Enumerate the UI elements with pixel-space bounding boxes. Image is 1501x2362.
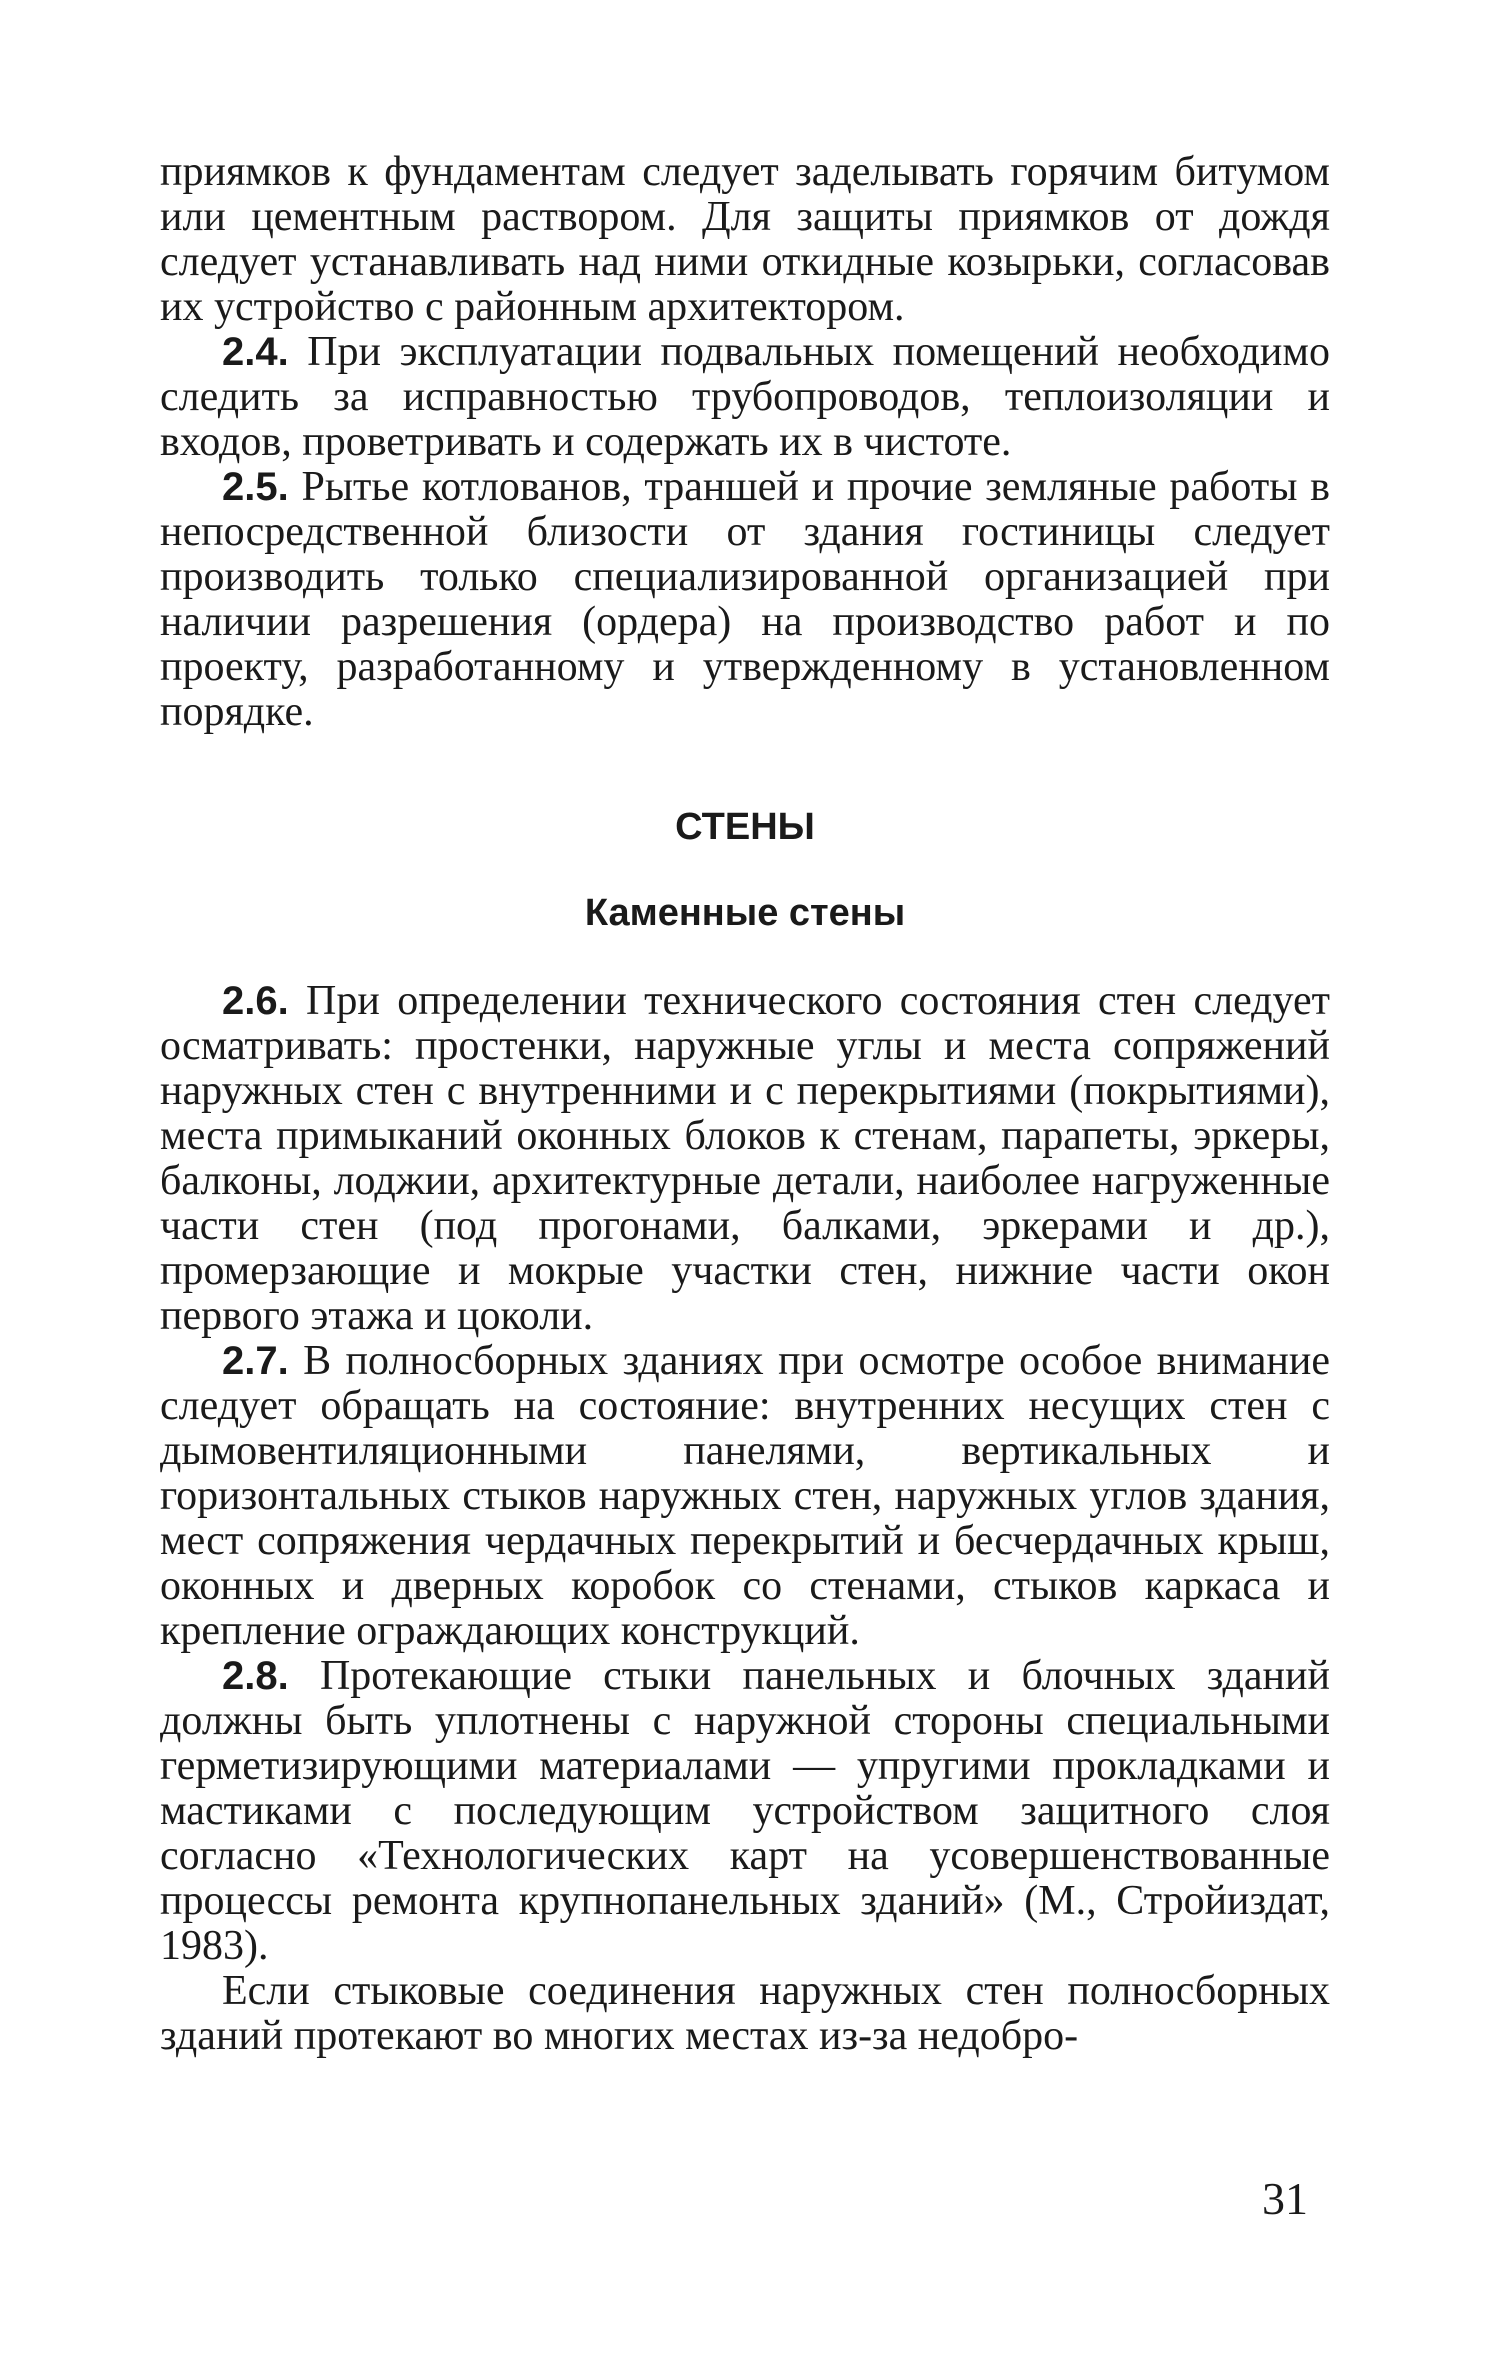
paragraph-2-6 (160, 979, 1330, 1339)
clause-number: 2.8. (222, 1654, 289, 1698)
paragraph-continued: Если стыковые соединения наружных стен полносборных зданий протекают во многих местах из-за недобро- (160, 1968, 1330, 2059)
paragraph-2-8 (160, 1654, 1330, 1969)
subsection-heading: Каменные стены (584, 892, 906, 934)
clause-text: Рытье котлованов, траншей и прочие земляные работы в непосредственной близости от здания гостиницы следует производить только специализированной организацией при наличии разрешения (ордера) на производство работ и по проекту, разработанному и утвержденному в установленном порядке. (160, 464, 1330, 735)
clause-text: Протекающие стыки панельных и блочных зданий должны быть уплотнены с наружной стороны специальными герметизирующими материалами — упругими прокладками и мастиками с последующим устройством защитного слоя согласно «Технологических карт на усовершенствованные процессы ремонта крупнопанельных зданий» (М., Стройиздат, 1983). (160, 1653, 1330, 1969)
clause-number: 2.4. (222, 330, 289, 374)
paragraph-2-7 (160, 1339, 1330, 1654)
clause-number: 2.5. (222, 465, 289, 509)
clause-text: В полносборных зданиях при осмотре особое внимание следует обращать на состояние: внутренних несущих стен с дымовентиляционными панелями, вертикальных и горизонтальных стыков наружных стен, наружных углов здания, мест сопряжения чердачных перекрытий и бесчердачных крыш, оконных и дверных коробок со стенами, стыков каркаса и крепление ограждающих конструкций. (160, 1338, 1330, 1654)
clause-text: При определении технического состояния стен следует осматривать: простенки, наружные углы и места сопряжений наружных стен с внутренними и с перекрытиями (покрытиями), места примыканий оконных блоков к стенам, парапеты, эркеры, балконы, лоджии, архитектурные детали, наиболее нагруженные части стен (под прогонами, балками, эркерами и др.), промерзающие и мокрые участки стен, нижние части окон первого этажа и цоколи. (160, 978, 1330, 1339)
page-body (160, 150, 1330, 2059)
clause-number: 2.7. (222, 1339, 289, 1383)
page-number: 31 (1262, 2173, 1308, 2224)
clause-number: 2.6. (222, 979, 289, 1023)
clause-text: При эксплуатации подвальных помещений необходимо следить за исправностью трубопроводов, теплоизоляции и входов, проветривать и содержать их в чистоте. (160, 329, 1330, 465)
paragraph-2-5 (160, 465, 1330, 735)
paragraph-2-4 (160, 330, 1330, 465)
paragraph-continuation: приямков к фундаментам следует заделывать горячим битумом или цементным раствором. Для защиты приямков от дождя следует устанавливать над ними откидные козырьки, согласовав их устройство с районным архитектором. (160, 149, 1330, 330)
section-heading: СТЕНЫ (675, 806, 815, 848)
